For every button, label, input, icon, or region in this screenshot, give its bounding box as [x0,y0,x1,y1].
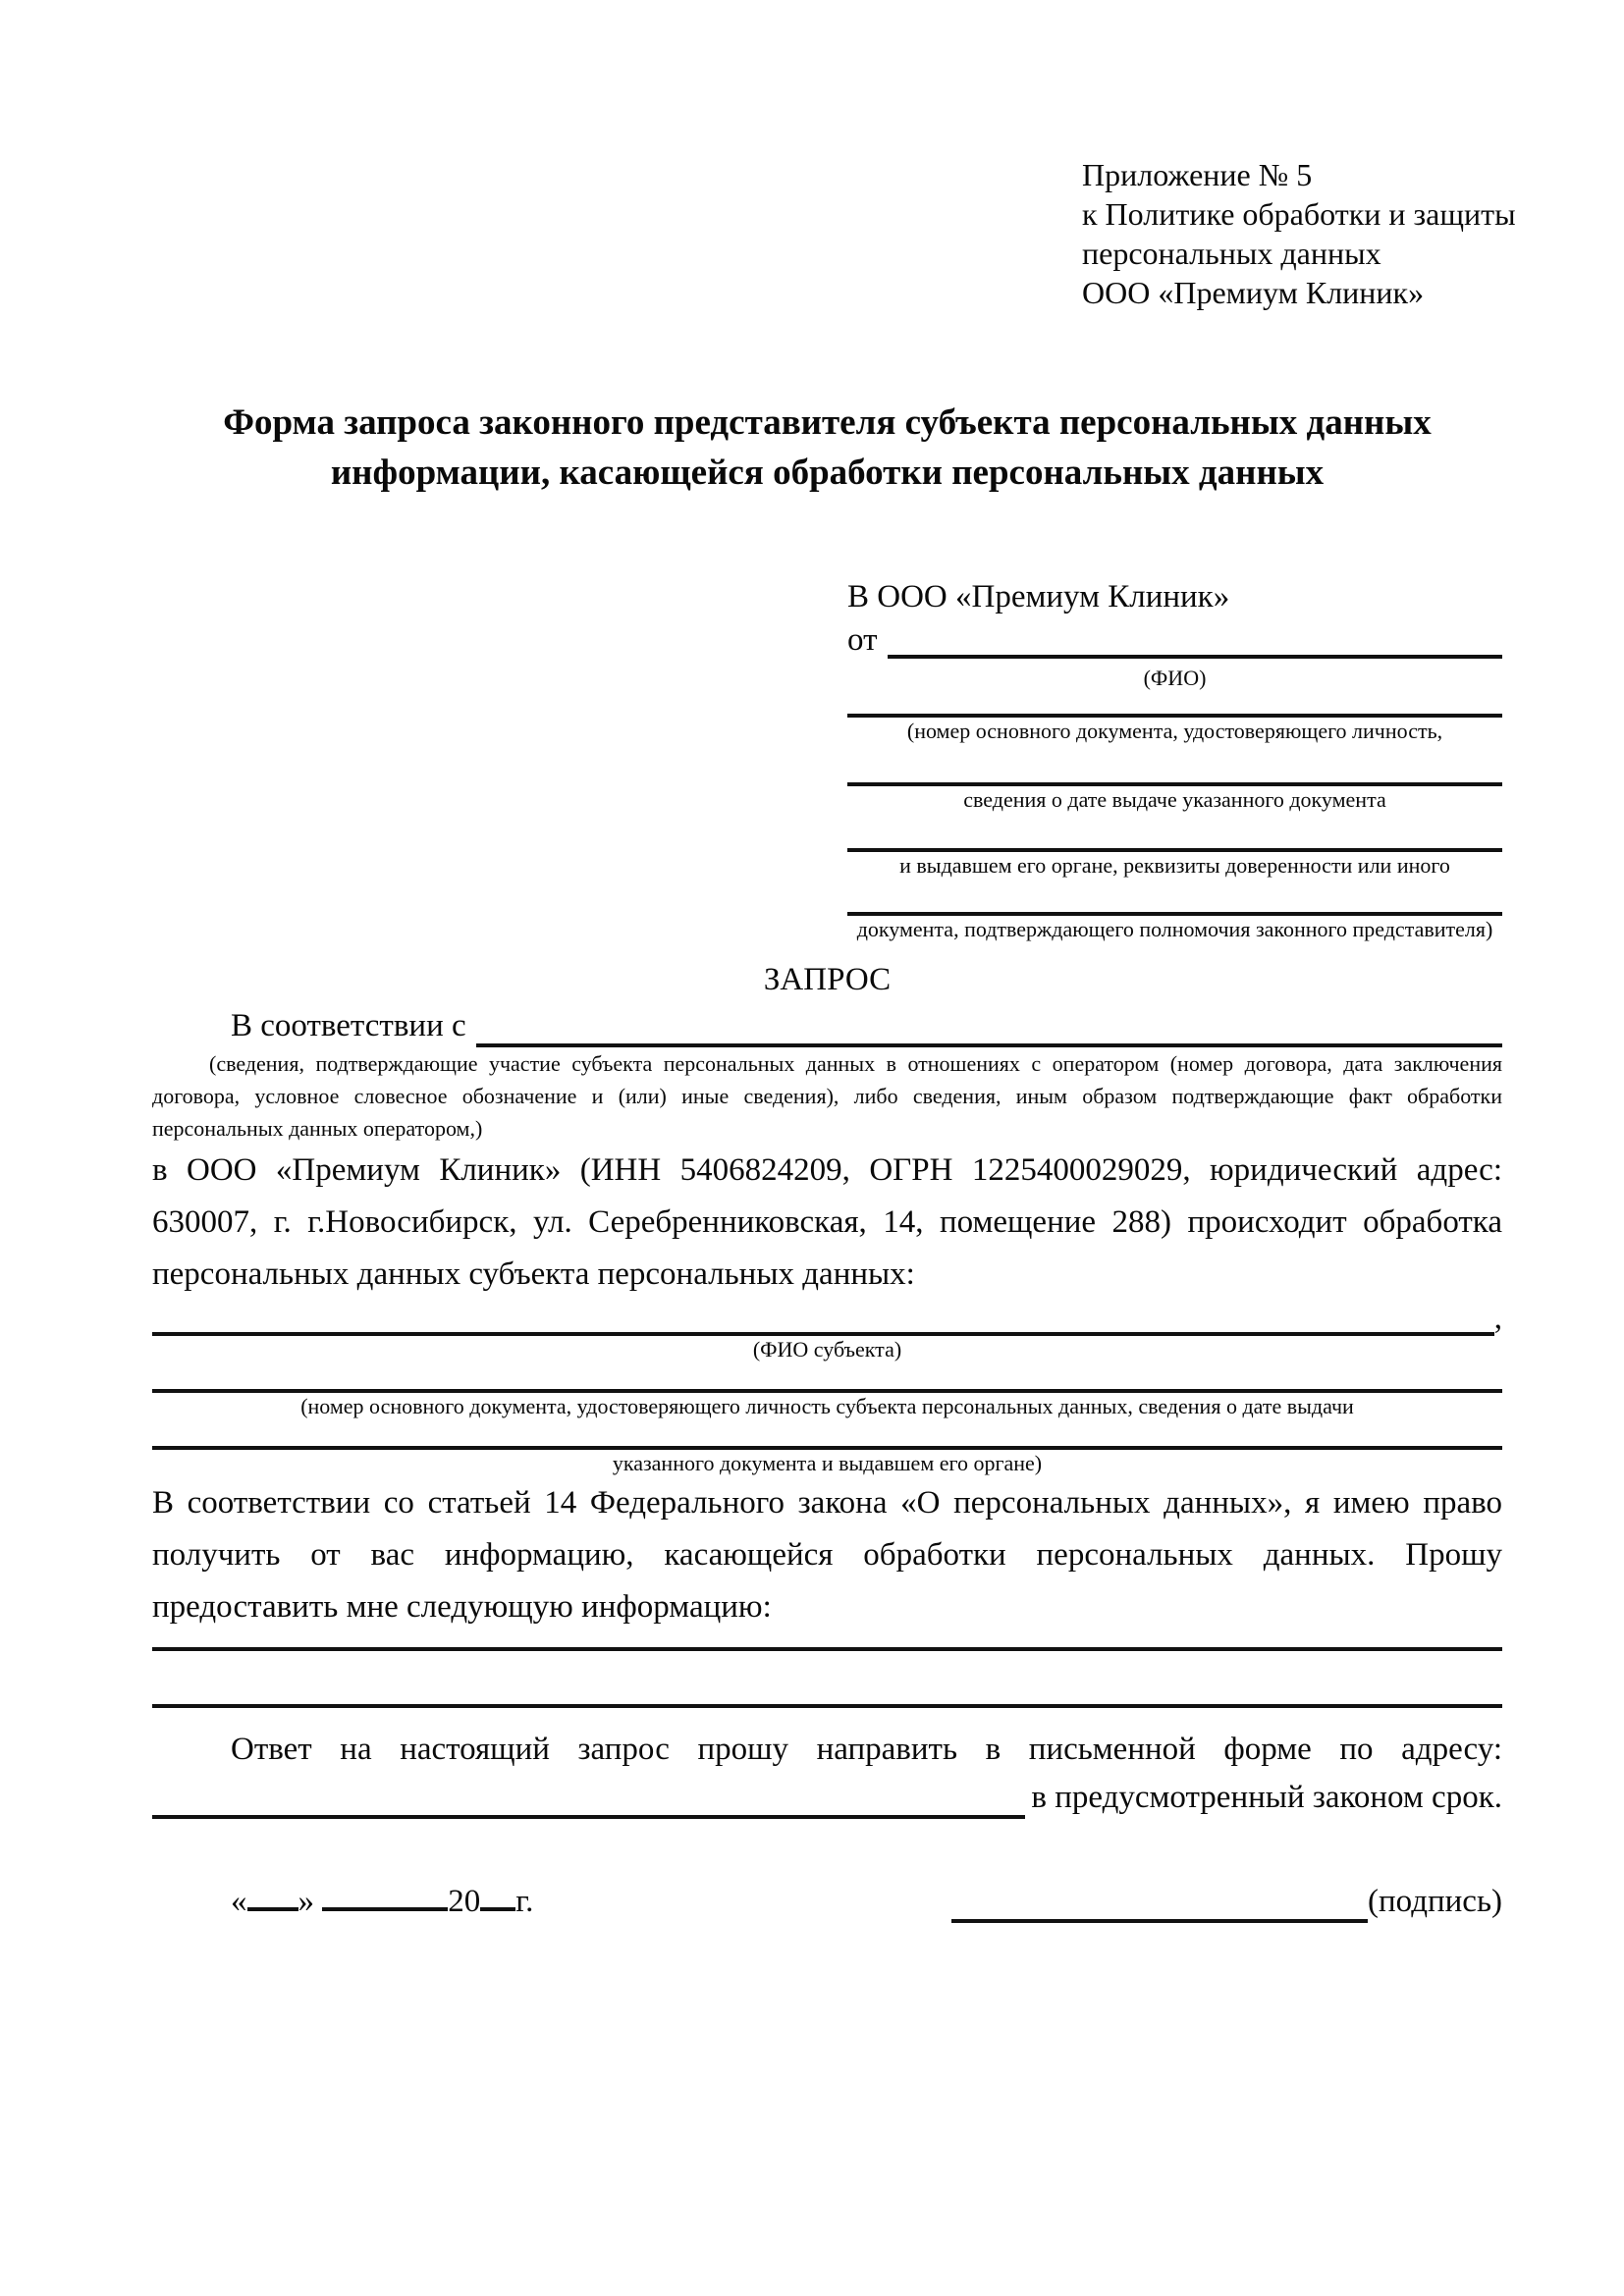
signature-caption: (подпись) [1368,1884,1502,1919]
annex-line: к Политике обработки и защиты [1082,196,1516,232]
from-row [847,622,1502,659]
annex-line: Приложение № 5 [1082,157,1313,192]
reply-tail-text: в предусмотренный законом срок. [1031,1780,1502,1815]
information-blank-line [152,1647,1502,1651]
document-title [152,398,1502,498]
subject-doc-blank-line [152,1363,1502,1393]
fio-caption: (ФИО) [1143,666,1207,690]
subject-fio-blank-line [152,1305,1494,1336]
subject-fio-comma: , [1493,1301,1502,1336]
law-paragraph: В соответствии со статьей 14 Федерального закона «О персональных данных», я имею право получить от вас информацию, касающейся обработки персональных данных. Прошу предоставить мне следующую информацию: [152,1485,1502,1625]
representative-doc-blank-line [847,880,1502,916]
information-blank-line [152,1704,1502,1708]
addressee-organization: В ООО «Премиум Клиник» [847,579,1230,614]
representative-doc-blank-line [847,745,1502,786]
representative-doc-blank-line [847,814,1502,852]
subject-doc-blank-line [152,1420,1502,1450]
intro-label: В соответствии с [231,1008,466,1043]
intro-row [152,1004,1502,1047]
document-content [152,0,1502,1923]
footer-row [152,1880,1502,1923]
date-open-quote: « [231,1884,247,1919]
from-fio-blank-line [888,623,1503,659]
representative-doc-blank-line [847,692,1502,718]
date-close-quote: » [298,1884,314,1919]
date-year-blank [480,1907,515,1911]
subject-fio-caption: (ФИО субъекта) [752,1337,902,1362]
subject-doc-caption: указанного документа и выдавшем его органе) [612,1451,1043,1475]
reply-address-row [152,1776,1502,1819]
representative-doc-caption: (номер основного документа, удостоверяющего личность, [906,719,1443,743]
date-year-prefix: 20 [448,1884,481,1919]
date-day-blank [247,1907,298,1911]
document-title-line: информации, касающейся обработки персональных данных [330,453,1325,493]
annex-line: ООО «Премиум Клиник» [1082,275,1425,310]
representative-doc-caption: документа, подтверждающего полномочия законного представителя) [856,917,1493,941]
representative-doc-caption: сведения о дате выдаче указанного документа [963,787,1386,812]
document-title-line: Форма запроса законного представителя субъекта персональных данных [223,402,1432,443]
subject-fio-row [152,1301,1502,1336]
from-label: от [847,622,878,658]
date-month-blank [322,1907,448,1911]
date-field [152,1880,533,1923]
intro-blank-line [476,1010,1502,1047]
reply-paragraph: Ответ на настоящий запрос прошу направить в письменной форме по адресу: [231,1732,1502,1767]
operator-paragraph: в ООО «Премиум Клиник» (ИНН 5406824209, ОГРН 1225400029029, юридический адрес: 630007, г. г.Новосибирск, ул. Серебренниковская, 14, помещение 288) происходит обработка персональных данных субъекта персональных данных: [152,1152,1502,1292]
annex-line: персональных данных [1082,236,1381,271]
representative-doc-caption: и выдавшем его органе, реквизиты доверенности или иного [899,853,1450,878]
subject-doc-caption: (номер основного документа, удостоверяющего личность субъекта персональных данных, сведения о дате выдачи [300,1394,1354,1418]
addressee-block [847,576,1502,943]
request-heading: ЗАПРОС [763,962,892,997]
intro-caption: (сведения, подтверждающие участие субъекта персональных данных в отношениях с оператором (номер договора, дата заключения договора, условное словесное обозначение и (или) иные сведения), либо сведения, иным образом подтверждающие факт обработки персональных данных оператором,) [152,1051,1502,1141]
reply-address-blank-line [152,1780,1025,1819]
signature-blank-line [951,1884,1368,1923]
signature-field [951,1880,1502,1923]
date-year-suffix: г. [515,1884,534,1919]
